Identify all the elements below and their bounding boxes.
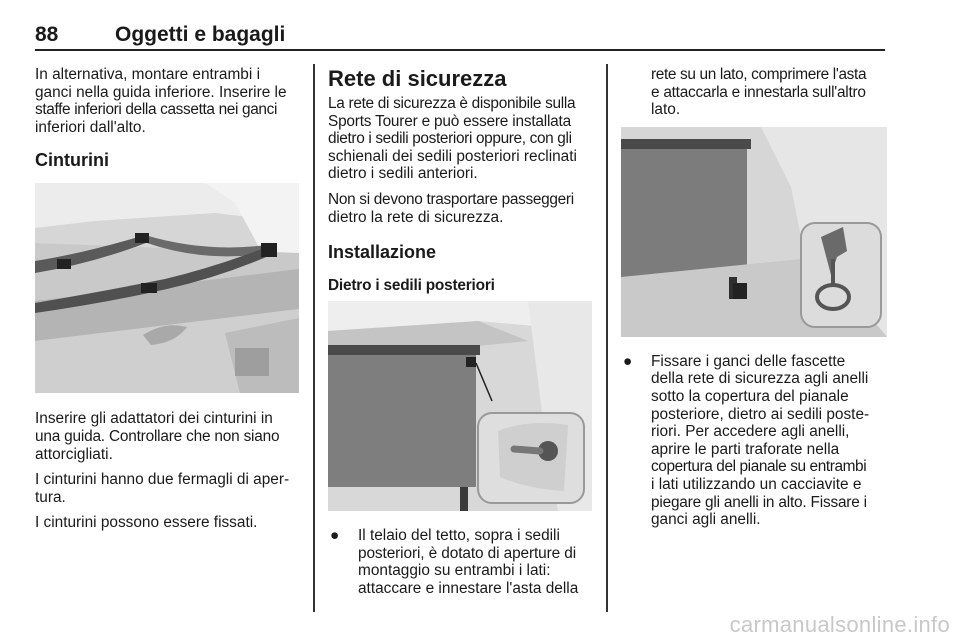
- intro-paragraph: In alternativa, montare entrambi i ganci nella guida inferiore. Inserire le staffe inferiori della cassetta nei ganci inferiori dall'alto.: [35, 66, 287, 136]
- bullet-icon: ●: [330, 527, 340, 545]
- bullet-item-telaio: ● Il telaio del tetto, sopra i sedili posteriori, è dotato di aperture di montaggio su entrambi i lati: attaccare e innestare l'asta della: [330, 527, 579, 597]
- para-adattatori: Inserire gli adattatori dei cinturini in una guida. Controllare che non siano attorcigliati.: [35, 410, 280, 463]
- column-divider-1: [313, 64, 315, 612]
- heading-cinturini: Cinturini: [35, 150, 109, 171]
- column-2: [328, 66, 592, 598]
- safety-net-rear-seats-illustration: [328, 301, 592, 511]
- page-header: [35, 10, 885, 46]
- luggage-straps-illustration: [35, 183, 299, 393]
- column-divider-2: [606, 64, 608, 612]
- page-number: 88: [35, 23, 59, 46]
- figure-rete-anelli: [621, 127, 887, 337]
- heading-rete-sicurezza: Rete di sicurezza: [328, 66, 507, 91]
- subheading-dietro-sedili: Dietro i sedili posteriori: [328, 277, 495, 295]
- chapter-title: Oggetti e bagagli: [115, 23, 286, 46]
- header-rule: [35, 49, 885, 51]
- column-1: [35, 66, 299, 532]
- para-continuazione: rete su un lato, comprimere l'asta e attaccarla e innestarla sull'altro lato.: [651, 66, 867, 119]
- para-fissati: I cinturini possono essere fissati.: [35, 514, 258, 532]
- bullet-icon: ●: [623, 352, 633, 370]
- figure-rete-sedili-posteriori: [328, 301, 592, 511]
- column-3: [621, 66, 887, 529]
- para-rete-disponibile: La rete di sicurezza è disponibile sulla Sports Tourer e può essere installata dietro i sedili posteriori oppure, con gli schienali dei sedili posteriori reclinati dietro i sedili anteriori.: [328, 95, 577, 183]
- heading-installazione: Installazione: [328, 242, 437, 263]
- para-fermagli: I cinturini hanno due fermagli di aper- tura.: [35, 471, 290, 506]
- bullet-item-ganci: ● Fissare i ganci delle fascette della rete di sicurezza agli anelli sotto la copertura del pianale posteriore, dietro ai sedili poste- riori. Per accedere agli anelli, aprire le parti traforate nella copertura del pianale su entrambi i lati utilizzando un cacciavite e piegare gli anelli in alto. Fissare i ganci agli anelli.: [623, 352, 870, 529]
- figure-cinturini: [35, 183, 299, 393]
- para-passeggeri: Non si devono trasportare passeggeri dietro la rete di sicurezza.: [328, 190, 574, 226]
- safety-net-rings-illustration: [621, 127, 887, 337]
- watermark: carmanualsonline.info: [729, 612, 950, 637]
